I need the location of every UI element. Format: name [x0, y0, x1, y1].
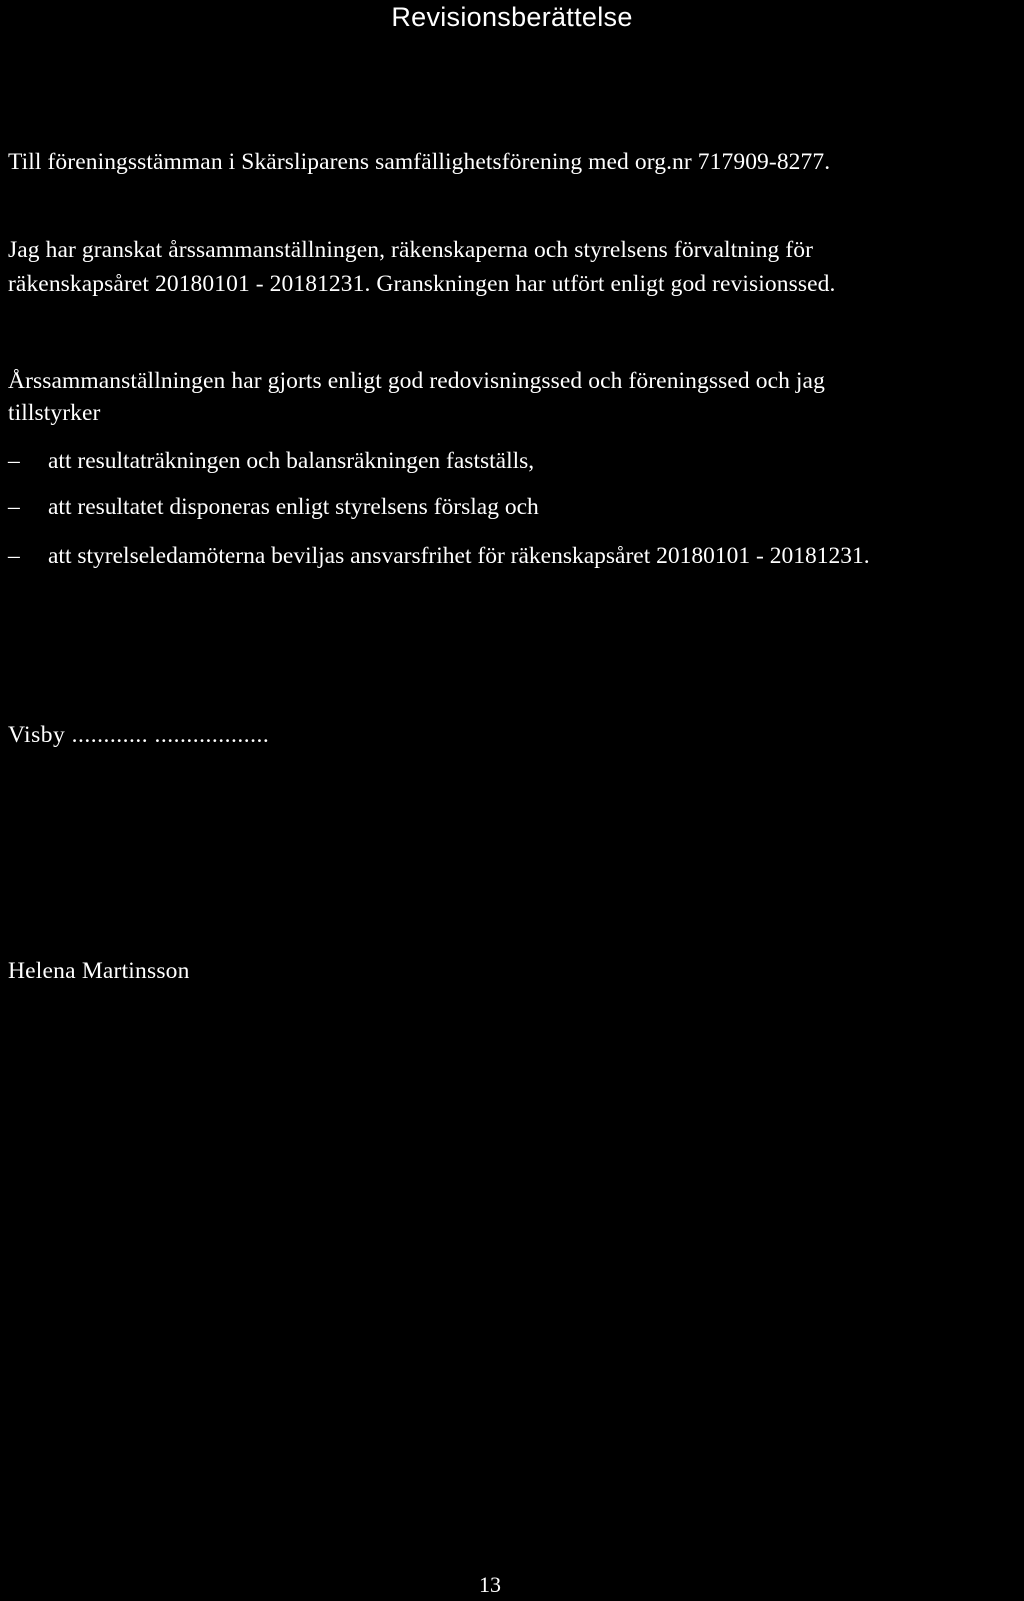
recommendation-text: att styrelseledamöterna beviljas ansvarsfrihet för räkenskapsåret 20180101 - 20181231. — [48, 543, 870, 569]
intro-paragraph: Till föreningsstämman i Skärsliparens samfällighetsförening med org.nr 717909-8277. — [8, 149, 831, 175]
dash-bullet: – — [8, 448, 20, 474]
recommendation-text: att resultatet disponeras enligt styrelsens förslag och — [48, 494, 539, 520]
scope-paragraph-line-2: räkenskapsåret 20180101 - 20181231. Granskningen har utfört enligt god revisionssed. — [8, 271, 836, 297]
recommendation-text: att resultaträkningen och balansräkningen fastställs, — [48, 448, 535, 474]
dash-bullet: – — [8, 494, 20, 520]
place-date-line: Visby ............ .................. — [8, 722, 270, 748]
document-title: Revisionsberättelse — [391, 2, 633, 32]
opinion-paragraph-line-2: tillstyrker — [8, 400, 101, 426]
scope-paragraph-line-1: Jag har granskat årssammanställningen, räkenskaperna och styrelsens förvaltning för — [8, 237, 814, 263]
opinion-paragraph-line-1: Årssammanställningen har gjorts enligt god redovisningssed och föreningssed och jag — [8, 368, 825, 394]
page-number: 13 — [479, 1572, 501, 1597]
signer-name: Helena Martinsson — [8, 958, 190, 984]
dash-bullet: – — [8, 543, 20, 569]
